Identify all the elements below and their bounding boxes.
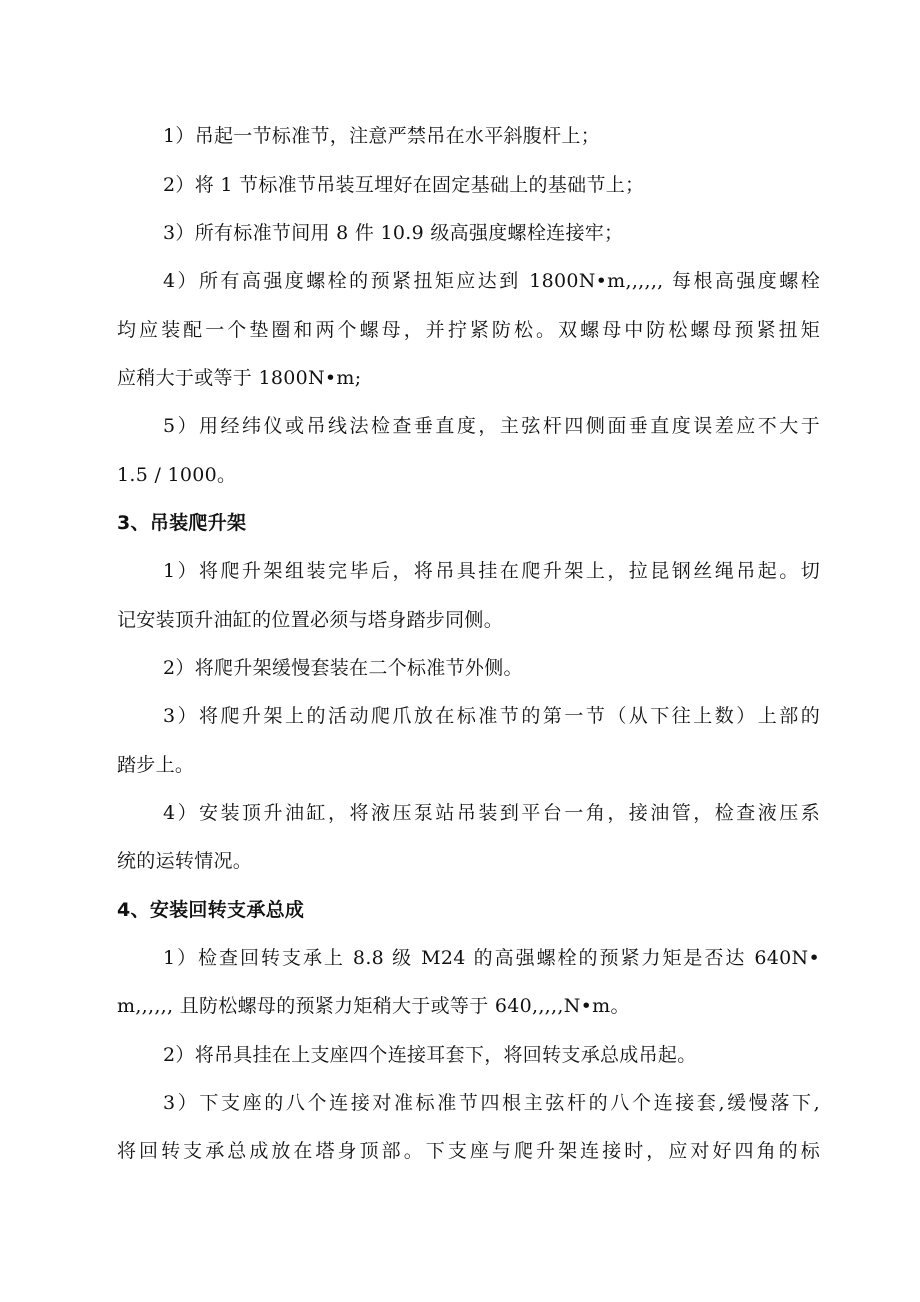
paragraph-line: 1）检查回转支承上 8.8 级 M24 的高强螺栓的预紧力矩是否达 640N• [163,947,820,969]
paragraph-line: 踏步上。 [117,754,195,776]
paragraph-line: 统的运转情况。 [117,850,253,872]
paragraph-line: 记安装顶升油缸的位置必须与塔身踏步同侧。 [117,609,504,631]
paragraph-line: 2）将爬升架缓慢套装在二个标准节外侧。 [163,657,523,679]
paragraph-line: 3）下支座的八个连接对准标准节四根主弦杆的八个连接套,缓慢落下, [163,1092,820,1114]
paragraph-line: 5）用经纬仪或吊线法检查垂直度，主弦杆四侧面垂直度误差应不大于 [163,415,820,437]
paragraph-line: 2）将吊具挂在上支座四个连接耳套下，将回转支承总成吊起。 [163,1044,697,1066]
section-heading: 4、安装回转支承总成 [117,899,305,921]
paragraph-line: 1）将爬升架组装完毕后，将吊具挂在爬升架上，拉昆钢丝绳吊起。切 [163,560,820,582]
paragraph-line: 应稍大于或等于 1800N•m; [117,367,362,389]
section-heading: 3、吊装爬升架 [117,512,247,534]
paragraph-line: 将回转支承总成放在塔身顶部。下支座与爬升架连接时，应对好四角的标 [117,1140,820,1162]
paragraph-line: 4）所有高强度螺栓的预紧扭矩应达到 1800N•m,,,,,, 每根高强度螺栓 [163,270,820,292]
paragraph-line: 1.5 / 1000。 [117,464,237,486]
paragraph-line: 3）将爬升架上的活动爬爪放在标准节的第一节（从下往上数）上部的 [163,705,820,727]
paragraph-line: 3）所有标准节间用 8 件 10.9 级高强度螺栓连接牢； [163,222,624,244]
paragraph-line: 4）安装顶升油缸，将液压泵站吊装到平台一角，接油管，检查液压系 [163,802,820,824]
paragraph-line: m,,,,,, 且防松螺母的预紧力矩稍大于或等于 640,,,,,N•m。 [117,995,630,1017]
paragraph-line: 均应装配一个垫圈和两个螺母，并拧紧防松。双螺母中防松螺母预紧扭矩 [117,319,820,341]
paragraph-line: 2）将 1 节标准节吊装互埋好在固定基础上的基础节上； [163,174,645,196]
paragraph-line: 1）吊起一节标准节，注意严禁吊在水平斜腹杆上； [163,125,600,147]
